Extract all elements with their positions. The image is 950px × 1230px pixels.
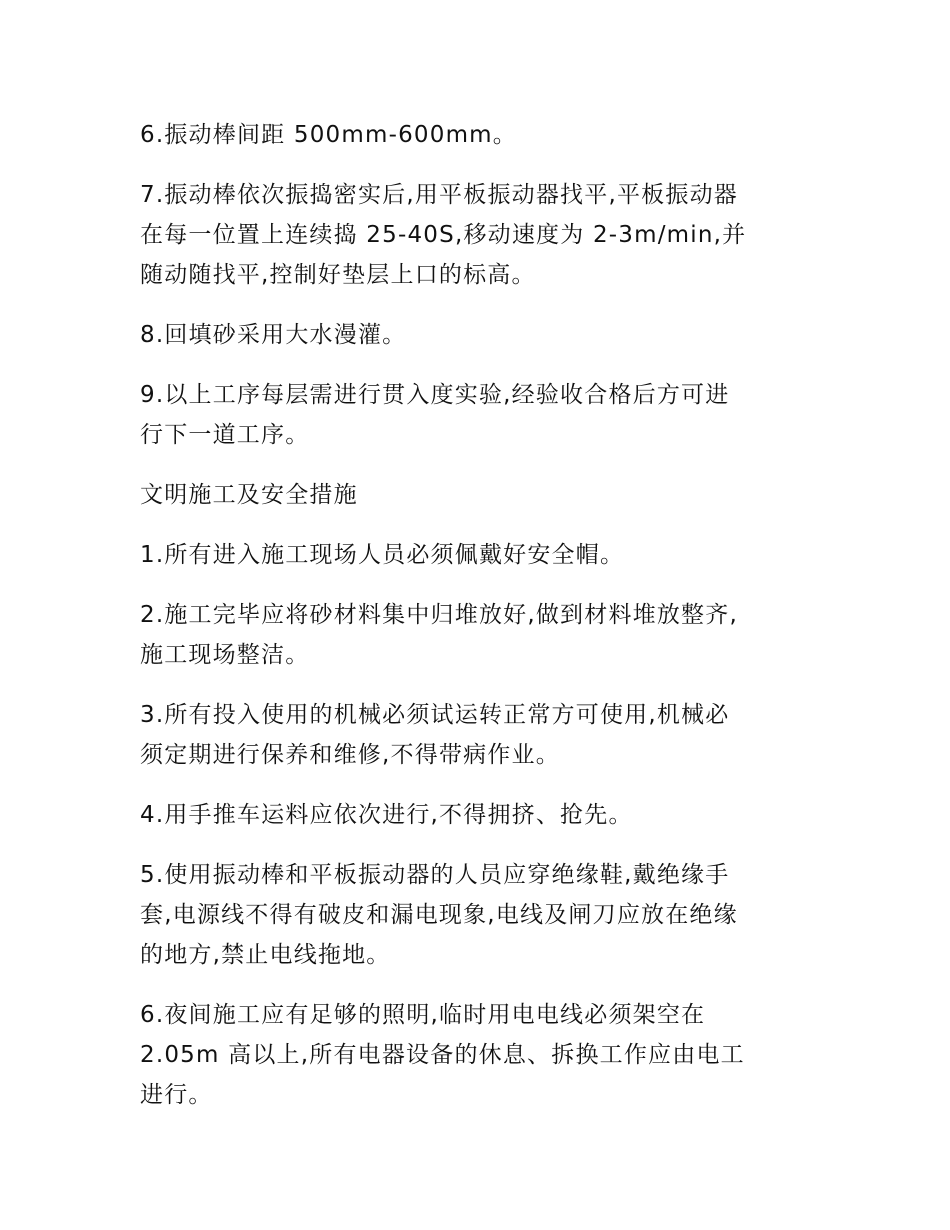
- text-line: 行下一道工序。: [140, 422, 310, 448]
- text-line: 在每一位置上连续捣 25-40S,移动速度为 2-3m/min,并: [140, 222, 747, 248]
- paragraph-safety-item-1: [140, 535, 820, 575]
- section-heading-safety-measures: [140, 475, 820, 515]
- text-line: 进行。: [140, 1082, 213, 1108]
- text-line: 7.振动棒依次振捣密实后,用平板振动器找平,平板振动器: [140, 182, 738, 208]
- text-line: 6.振动棒间距 500mm-600mm。: [140, 122, 517, 148]
- text-line: 须定期进行保养和维修,不得带病作业。: [140, 742, 560, 768]
- text-line: 施工现场整洁。: [140, 642, 310, 668]
- text-line: 套,电源线不得有破皮和漏电现象,电线及闸刀应放在绝缘: [140, 902, 738, 928]
- text-line: 1.所有进入施工现场人员必须佩戴好安全帽。: [140, 542, 625, 568]
- paragraph-construction-step-7: [140, 175, 820, 295]
- section-heading-text: 文明施工及安全措施: [140, 482, 358, 508]
- text-line: 5.使用振动棒和平板振动器的人员应穿绝缘鞋,戴绝缘手: [140, 862, 730, 888]
- document-body: [140, 115, 820, 1135]
- text-line: 8.回填砂采用大水漫灌。: [140, 322, 407, 348]
- paragraph-safety-item-2: [140, 595, 820, 675]
- text-line: 4.用手推车运料应依次进行,不得拥挤、抢先。: [140, 802, 633, 828]
- text-line: 2.05m 高以上,所有电器设备的休息、拆换工作应由电工: [140, 1042, 745, 1068]
- text-line: 9.以上工序每层需进行贯入度实验,经验收合格后方可进: [140, 382, 730, 408]
- text-line: 3.所有投入使用的机械必须试运转正常方可使用,机械必: [140, 702, 730, 728]
- paragraph-construction-step-8: [140, 315, 820, 355]
- text-line: 的地方,禁止电线拖地。: [140, 942, 391, 968]
- paragraph-construction-step-6: [140, 115, 820, 155]
- paragraph-safety-item-3: [140, 695, 820, 775]
- paragraph-safety-item-5: [140, 855, 820, 975]
- paragraph-construction-step-9: [140, 375, 820, 455]
- paragraph-safety-item-6: [140, 995, 820, 1115]
- text-line: 2.施工完毕应将砂材料集中归堆放好,做到材料堆放整齐,: [140, 602, 738, 628]
- text-line: 随动随找平,控制好垫层上口的标高。: [140, 262, 536, 288]
- paragraph-safety-item-4: [140, 795, 820, 835]
- text-line: 6.夜间施工应有足够的照明,临时用电电线必须架空在: [140, 1002, 706, 1028]
